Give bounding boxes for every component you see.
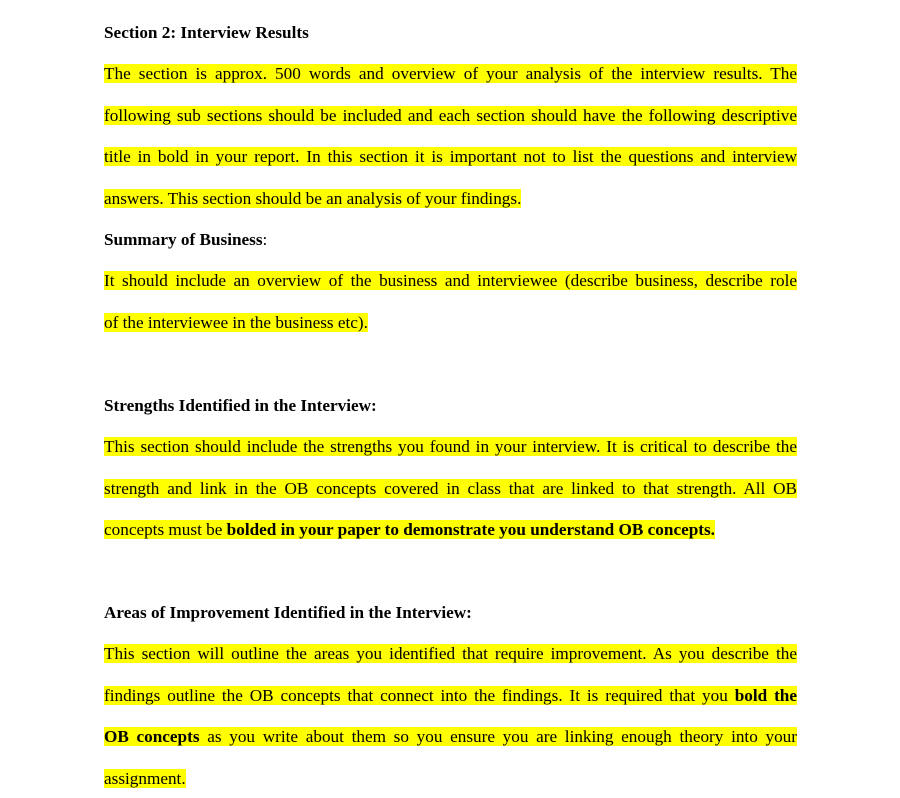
summary-text: of the interviewee in the business etc). (104, 313, 368, 332)
summary-line-1 (104, 270, 797, 291)
summary-heading: Summary of Business (104, 230, 263, 249)
improvement-line-1 (104, 643, 797, 664)
intro-line-4 (104, 188, 797, 209)
improvement-text: This section will outline the areas you identified that require improvement. As you describe the (104, 644, 797, 663)
strengths-text: concepts must be (104, 520, 227, 539)
improvement-heading: Areas of Improvement Identified in the Interview: (104, 603, 472, 622)
strengths-heading: Strengths Identified in the Interview: (104, 396, 377, 415)
strengths-line-1 (104, 436, 797, 457)
improvement-line-2 (104, 685, 797, 706)
improvement-line-3 (104, 726, 797, 747)
improvement-bold-text: bold the (734, 686, 797, 705)
strengths-bold-text: bolded in your paper to demonstrate you understand OB concepts. (226, 520, 715, 539)
strengths-text: strength and link in the OB concepts covered in class that are linked to that strength. All OB (104, 479, 797, 498)
improvement-line-4 (104, 768, 797, 789)
summary-heading-line (104, 229, 797, 250)
intro-text: title in bold in your report. In this section it is important not to list the questions and interview (104, 147, 797, 166)
summary-colon: : (262, 230, 268, 249)
intro-text: The section is approx. 500 words and overview of your analysis of the interview results. The (104, 64, 797, 83)
section-title: Section 2: Interview Results (104, 23, 309, 42)
intro-line-1 (104, 63, 797, 84)
improvement-text: findings outline the OB concepts that connect into the findings. It is required that you (104, 686, 735, 705)
summary-text: It should include an overview of the business and interviewee (describe business, describe role (104, 271, 797, 290)
strengths-line-3 (104, 519, 797, 540)
intro-text: following sub sections should be included and each section should have the following descriptive (104, 106, 797, 125)
intro-line-3 (104, 146, 797, 167)
summary-line-2 (104, 312, 797, 333)
strengths-line-2 (104, 478, 797, 499)
intro-line-2 (104, 105, 797, 126)
strengths-text: This section should include the strengths you found in your interview. It is critical to describe the (104, 437, 797, 456)
improvement-text: as you write about them so you ensure you are linking enough theory into your (199, 727, 798, 746)
intro-text: answers. This section should be an analysis of your findings. (104, 189, 522, 208)
improvement-bold-text: OB concepts (104, 727, 200, 746)
improvement-text: assignment. (104, 769, 186, 788)
